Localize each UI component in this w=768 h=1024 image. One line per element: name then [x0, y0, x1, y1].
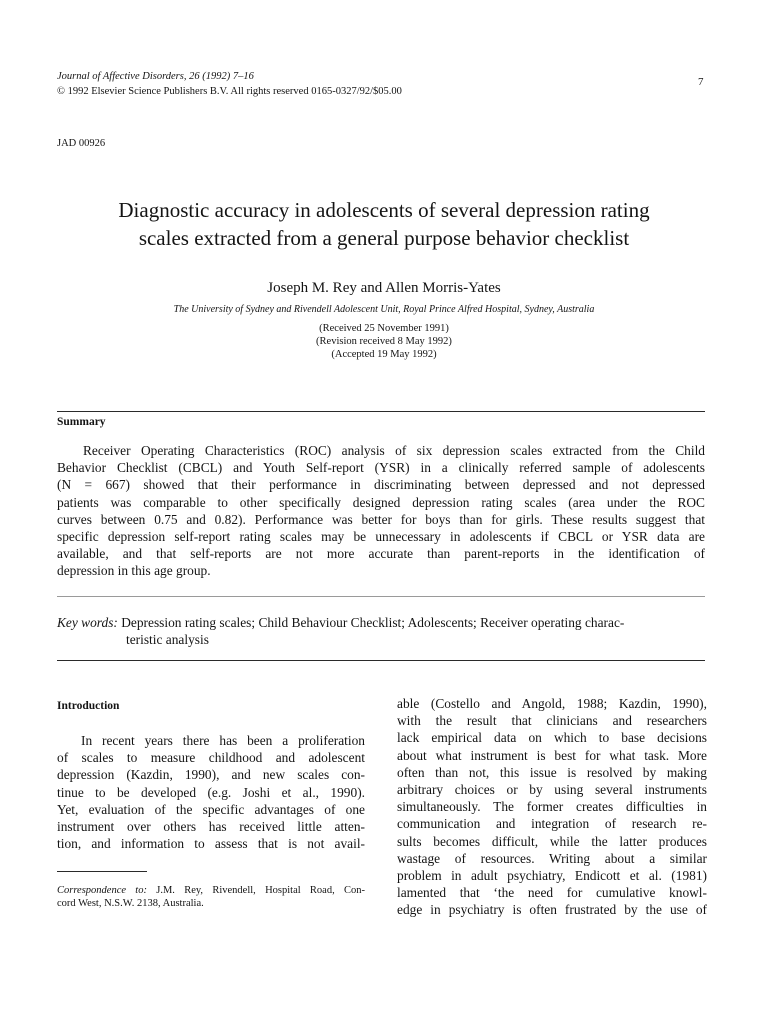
copyright-line: © 1992 Elsevier Science Publishers B.V. All rights reserved 0165-0327/92/$05.00 [57, 86, 402, 97]
date-revised: (Revision received 8 May 1992) [316, 336, 452, 347]
intro-line: tion, and information to assess that is not avail- [57, 836, 365, 852]
intro-line: edge in psychiatry is often frustrated by the use of [397, 902, 707, 918]
intro-left-column [57, 732, 365, 852]
intro-line: about what instrument is best for what task. More [397, 747, 707, 763]
authors: Joseph M. Rey and Allen Morris-Yates [267, 280, 501, 296]
intro-line: lamented that ‘the need for cumulative knowl- [397, 885, 707, 901]
title-line: scales extracted from a general purpose behavior checklist [138, 226, 630, 250]
summary-bottom-rule [57, 596, 705, 597]
intro-line: Yet, evaluation of the specific advantages of one [57, 801, 365, 817]
keywords-label: Key words: [57, 615, 118, 630]
summary-line: curves between 0.75 and 0.82). Performance was better for boys than for girls. These results suggest that [57, 511, 705, 527]
introduction-heading: Introduction [57, 700, 120, 712]
intro-line: with the result that clinicians and researchers [397, 713, 707, 729]
footnote-text: J.M. Rey, Rivendell, Hospital Road, Con- [156, 885, 365, 896]
journal-citation: Journal of Affective Disorders, 26 (1992) 7–16 [57, 71, 254, 82]
date-received: (Received 25 November 1991) [319, 323, 449, 334]
document-id: JAD 00926 [57, 138, 106, 149]
keywords-text-cont: teristic analysis [126, 632, 209, 648]
keywords-block [57, 614, 705, 648]
intro-line: of scales to measure childhood and adolescent [57, 750, 365, 766]
intro-line: In recent years there has been a proliferation [81, 733, 365, 748]
history-dates [40, 322, 728, 361]
summary-line: specific depression self-report rating scales may be unnecessary in adolescents if CBCL or YSR data are [57, 529, 705, 545]
keywords-bottom-rule [57, 660, 705, 661]
summary-line: Behavior Checklist (CBCL) and Youth Self-report (YSR) in a clinically referred sample of adolescents [57, 460, 705, 476]
intro-line: depression (Kazdin, 1990), and new scales con- [57, 767, 365, 783]
summary-top-rule [57, 411, 705, 412]
intro-line: communication and integration of research re- [397, 816, 707, 832]
summary-text [57, 442, 705, 580]
affiliation: The University of Sydney and Rivendell Adolescent Unit, Royal Prince Alfred Hospital, Sydney, Australia [173, 304, 595, 315]
summary-line: (N = 667) showed that their performance in discriminating between depressed and not depressed [57, 477, 705, 493]
intro-line: arbitrary choices or by using several instruments [397, 782, 707, 798]
intro-line: able (Costello and Angold, 1988; Kazdin, 1990), [397, 696, 707, 711]
correspondence-footnote [57, 884, 365, 910]
page-number: 7 [698, 76, 704, 88]
intro-line: often than not, this issue is resolved by making [397, 764, 707, 780]
footnote-rule [57, 871, 147, 872]
date-accepted: (Accepted 19 May 1992) [331, 349, 437, 360]
intro-line: tinue to be developed (e.g. Joshi et al., 1990). [57, 784, 365, 800]
intro-line: problem in adult psychiatry, Endicott et al. (1981) [397, 868, 707, 884]
summary-line: available, and that self-reports are not more accurate than parent-reports in the identification of [57, 546, 705, 562]
summary-line: patients was comparable to other specifically designed depression rating scales (area under the ROC [57, 494, 705, 510]
intro-right-column [397, 695, 707, 919]
intro-line: simultaneously. The former creates difficulties in [397, 799, 707, 815]
intro-line: lack empirical data on which to base decisions [397, 730, 707, 746]
summary-line: Receiver Operating Characteristics (ROC) analysis of six depression scales extracted from the Child [83, 443, 705, 458]
summary-heading: Summary [57, 416, 106, 428]
footnote-text-cont: cord West, N.S.W. 2138, Australia. [57, 898, 204, 909]
title-line: Diagnostic accuracy in adolescents of several depression rating [118, 198, 650, 222]
article-title [40, 196, 728, 252]
keywords-text: Depression rating scales; Child Behaviour Checklist; Adolescents; Receiver operating charac- [121, 615, 625, 630]
intro-line: wastage of resources. Writing about a similar [397, 850, 707, 866]
footnote-label: Correspondence to: [57, 885, 147, 896]
summary-line: depression in this age group. [57, 563, 211, 579]
intro-line: instrument over others has received little atten- [57, 819, 365, 835]
intro-line: sults becomes difficult, while the latter produces [397, 833, 707, 849]
